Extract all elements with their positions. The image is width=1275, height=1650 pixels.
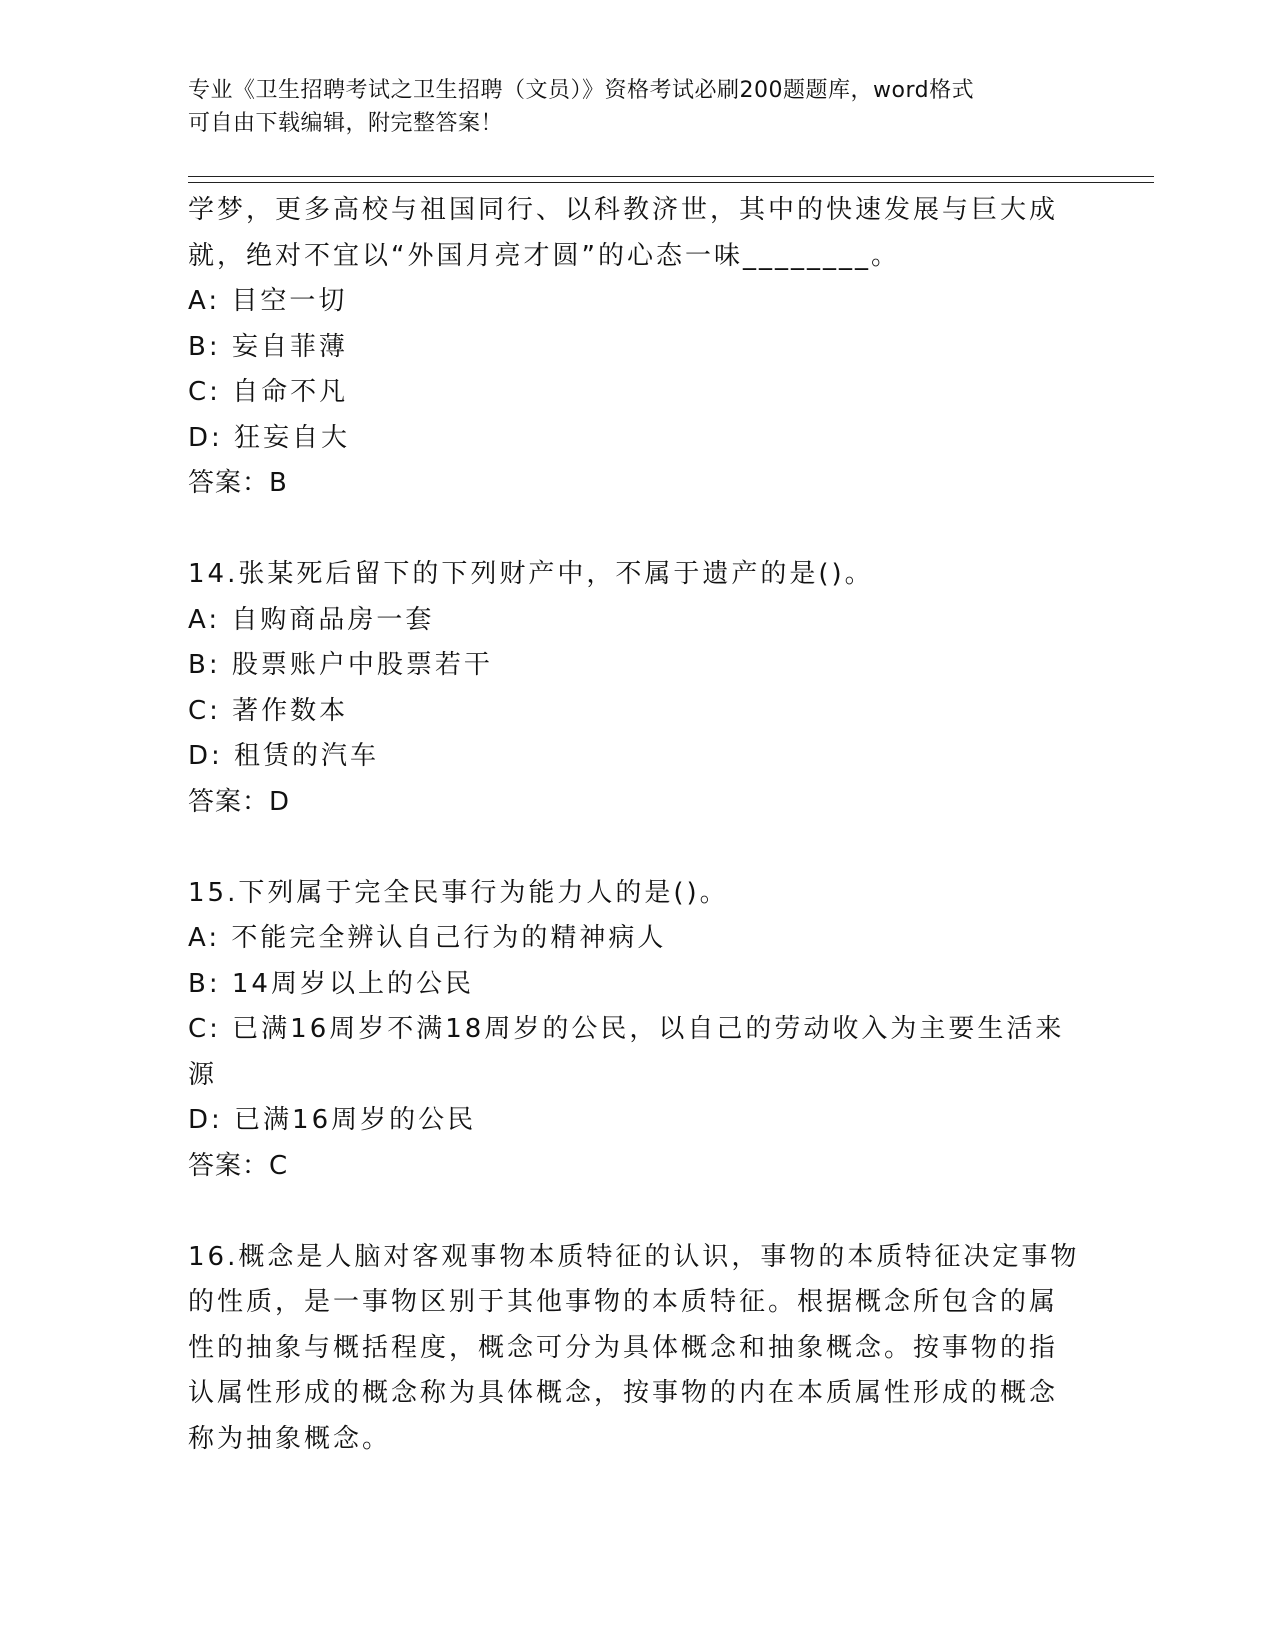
spacer xyxy=(188,825,1088,871)
option-d: D: 狂妄自大 xyxy=(188,422,351,453)
question-text-line: 学梦，更多高校与祖国同行、以科教济世，其中的快速发展与巨大成 xyxy=(188,195,1059,225)
question-14 xyxy=(188,552,1088,825)
question-text-line: 称为抽象概念。 xyxy=(188,1423,392,1454)
question-16 xyxy=(188,1235,1088,1463)
option-c: C: 著作数本 xyxy=(188,695,349,726)
option-b: B: 股票账户中股票若干 xyxy=(188,650,493,680)
question-text-line: 16.概念是人脑对客观事物本质特征的认识，事物的本质特征决定事物 xyxy=(188,1241,1080,1272)
question-text-line: 性的抽象与概括程度，概念可分为具体概念和抽象概念。按事物的指 xyxy=(188,1332,1059,1363)
question-text-line: 15.下列属于完全民事行为能力人的是()。 xyxy=(188,877,729,908)
option-a: A: 不能完全辨认自己行为的精神病人 xyxy=(188,923,667,953)
option-d: D: 租赁的汽车 xyxy=(188,741,380,771)
answer-line: 答案：D xyxy=(188,786,291,817)
header-title-line-2: 可自由下载编辑，附完整答案！ xyxy=(188,111,504,136)
option-b: B: 14周岁以上的公民 xyxy=(188,968,474,999)
document-header xyxy=(188,74,1068,140)
spacer xyxy=(188,1189,1088,1235)
question-text-line: 认属性形成的概念称为具体概念，按事物的内在本质属性形成的概念 xyxy=(188,1378,1059,1408)
question-text-line: 14.张某死后留下的下列财产中，不属于遗产的是()。 xyxy=(188,559,874,589)
question-text-line: 的性质，是一事物区别于其他事物的本质特征。根据概念所包含的属 xyxy=(188,1287,1059,1317)
header-title-line-1: 专业《卫生招聘考试之卫生招聘（文员）》资格考试必刷200题题库，word格式 xyxy=(188,78,975,103)
option-a: A: 目空一切 xyxy=(188,286,348,316)
option-c: C: 自命不凡 xyxy=(188,377,349,407)
spacer xyxy=(188,507,1088,553)
option-b: B: 妄自菲薄 xyxy=(188,331,348,362)
document-body xyxy=(188,188,1088,1462)
header-divider-bottom xyxy=(188,182,1154,183)
option-c: C: 已满16周岁不满18周岁的公民，以自己的劳动收入为主要生活来 xyxy=(188,1014,1065,1044)
question-13 xyxy=(188,188,1088,507)
answer-line: 答案：C xyxy=(188,1150,289,1181)
question-text-line: 就，绝对不宜以“外国月亮才圆”的心态一味________。 xyxy=(188,240,900,271)
header-divider-top xyxy=(188,176,1154,177)
answer-line: 答案：B xyxy=(188,468,288,498)
option-a: A: 自购商品房一套 xyxy=(188,604,435,635)
option-c-continuation: 源 xyxy=(188,1059,218,1090)
option-d: D: 已满16周岁的公民 xyxy=(188,1105,477,1135)
question-15 xyxy=(188,871,1088,1190)
